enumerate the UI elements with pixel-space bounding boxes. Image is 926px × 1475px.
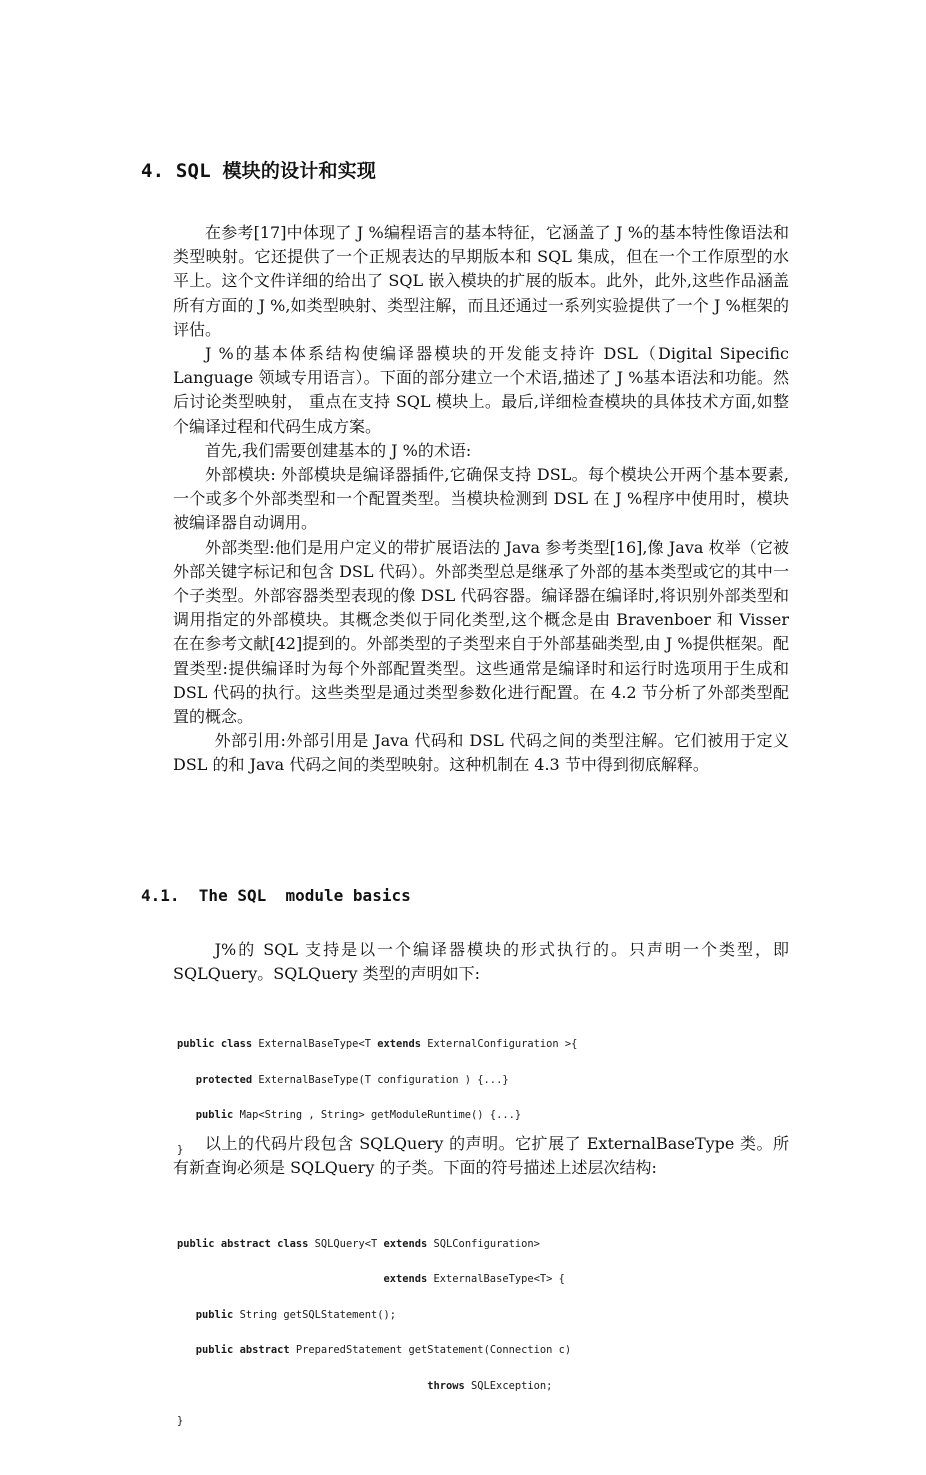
code-keyword: public — [195, 1108, 234, 1121]
code-line: throws SQLException; — [427, 1379, 553, 1392]
code-line: } — [177, 1144, 184, 1157]
section-body — [173, 221, 789, 778]
code-line: public abstract class SQLQuery<T extends SQLConfiguration> — [177, 1237, 540, 1250]
paragraph: J%的 SQL 支持是以一个编译器模块的形式执行的。只声明一个类型，即 SQLQuery。SQLQuery 类型的声明如下: — [173, 940, 789, 984]
paragraph: J %的基本体系结构使编译器模块的开发能支持许 DSL（Digital Sipecific Language 领域专用语言）。下面的部分建立一个术语,描述了 J %基本语法和功能。然后讨论类型映射， 重点在支持 SQL 模块上。最后,详细检查模块的具体技术方面,如整个编译过程和代码生成方案。 — [173, 344, 789, 436]
paragraph: 以上的代码片段包含 SQLQuery 的声明。它扩展了 ExternalBaseType 类。所有新查询必须是 SQLQuery 的子类。下面的符号描述上述层次结构: — [173, 1134, 789, 1178]
paragraph: 在参考[17]中体现了 J %编程语言的基本特征，它涵盖了 J %的基本特性像语法和类型映射。它还提供了一个正规表达的早期版本和 SQL 集成，但在一个工作原型的水平上。这个文件详细的给出了 SQL 嵌入模块的扩展的版本。此外，此外,这些作品涵盖所有方面的 J %,如类型映射、类型注解，而且还通过一系列实验提供了一个 J %框架的评估。 — [173, 223, 789, 339]
code-keyword: protected — [195, 1073, 253, 1086]
code-listing — [177, 992, 717, 1475]
code-line: public class ExternalBaseType<T extends ExternalConfiguration >{ — [177, 1038, 578, 1051]
subsection-heading: 4.1. The SQL module basics — [141, 886, 411, 905]
code-line: extends ExternalBaseType<T> { — [383, 1273, 565, 1286]
code-keyword: public — [195, 1344, 234, 1357]
code-line: } — [177, 1414, 184, 1427]
code-block — [177, 1215, 717, 1451]
code-keyword: abstract — [220, 1237, 271, 1250]
code-keyword: throws — [427, 1379, 465, 1392]
code-line: public Map<String , String> getModuleRuntime() {...} — [195, 1108, 522, 1121]
code-keyword: class — [277, 1237, 309, 1250]
paragraph: 外部引用:外部引用是 Java 代码和 DSL 代码之间的类型注解。它们被用于定义 DSL 的和 Java 代码之间的类型映射。这种机制在 4.3 节中得到彻底解释。 — [173, 731, 789, 775]
code-line: public abstract PreparedStatement getStatement(Connection c) — [195, 1344, 572, 1357]
code-keyword: abstract — [239, 1344, 290, 1357]
code-line: public String getSQLStatement(); — [195, 1308, 396, 1321]
subsection-after-code — [173, 1132, 789, 1180]
code-keyword: extends — [377, 1038, 422, 1051]
subsection-intro — [173, 938, 789, 986]
code-keyword: public — [177, 1038, 215, 1051]
code-keyword: public — [177, 1237, 215, 1250]
paragraph: 首先,我们需要创建基本的 J %的术语: — [205, 440, 472, 460]
code-keyword: public — [195, 1308, 234, 1321]
code-keyword: extends — [383, 1273, 428, 1286]
code-keyword: class — [220, 1038, 253, 1051]
code-keyword: extends — [383, 1237, 428, 1250]
paragraph: 外部类型:他们是用户定义的带扩展语法的 Java 参考类型[16],像 Java 枚举（它被外部关键字标记和包含 DSL 代码）。外部类型总是继承了外部的基本类型或它的其中一个子类型。外部容器类型表现的像 DSL 代码容器。编译器在编译时,将识别外部类型和调用指定的外部模块。其概念类似于同化类型,这个概念是由 Bravenboer 和 Visser 在在参考文献[42]提到的。外部类型的子类型来自于外部基础类型,由 J %提供框架。配置类型:提供编译时为每个外部配置类型。这些通常是编译时和运行时选项用于生成和 DSL 代码的执行。这些类型是通过类型参数化进行配置。在 4.2 节分析了外部类型配置的概念。 — [173, 537, 789, 727]
paragraph: 外部模块: 外部模块是编译器插件,它确保支持 DSL。每个模块公开两个基本要素,一个或多个外部类型和一个配置类型。当模块检测到 DSL 在 J %程序中使用时，模块被编译器自动调用。 — [173, 465, 789, 533]
code-line: protected ExternalBaseType(T configuration ) {...} — [195, 1073, 509, 1086]
section-heading: 4. SQL 模块的设计和实现 — [141, 160, 377, 182]
